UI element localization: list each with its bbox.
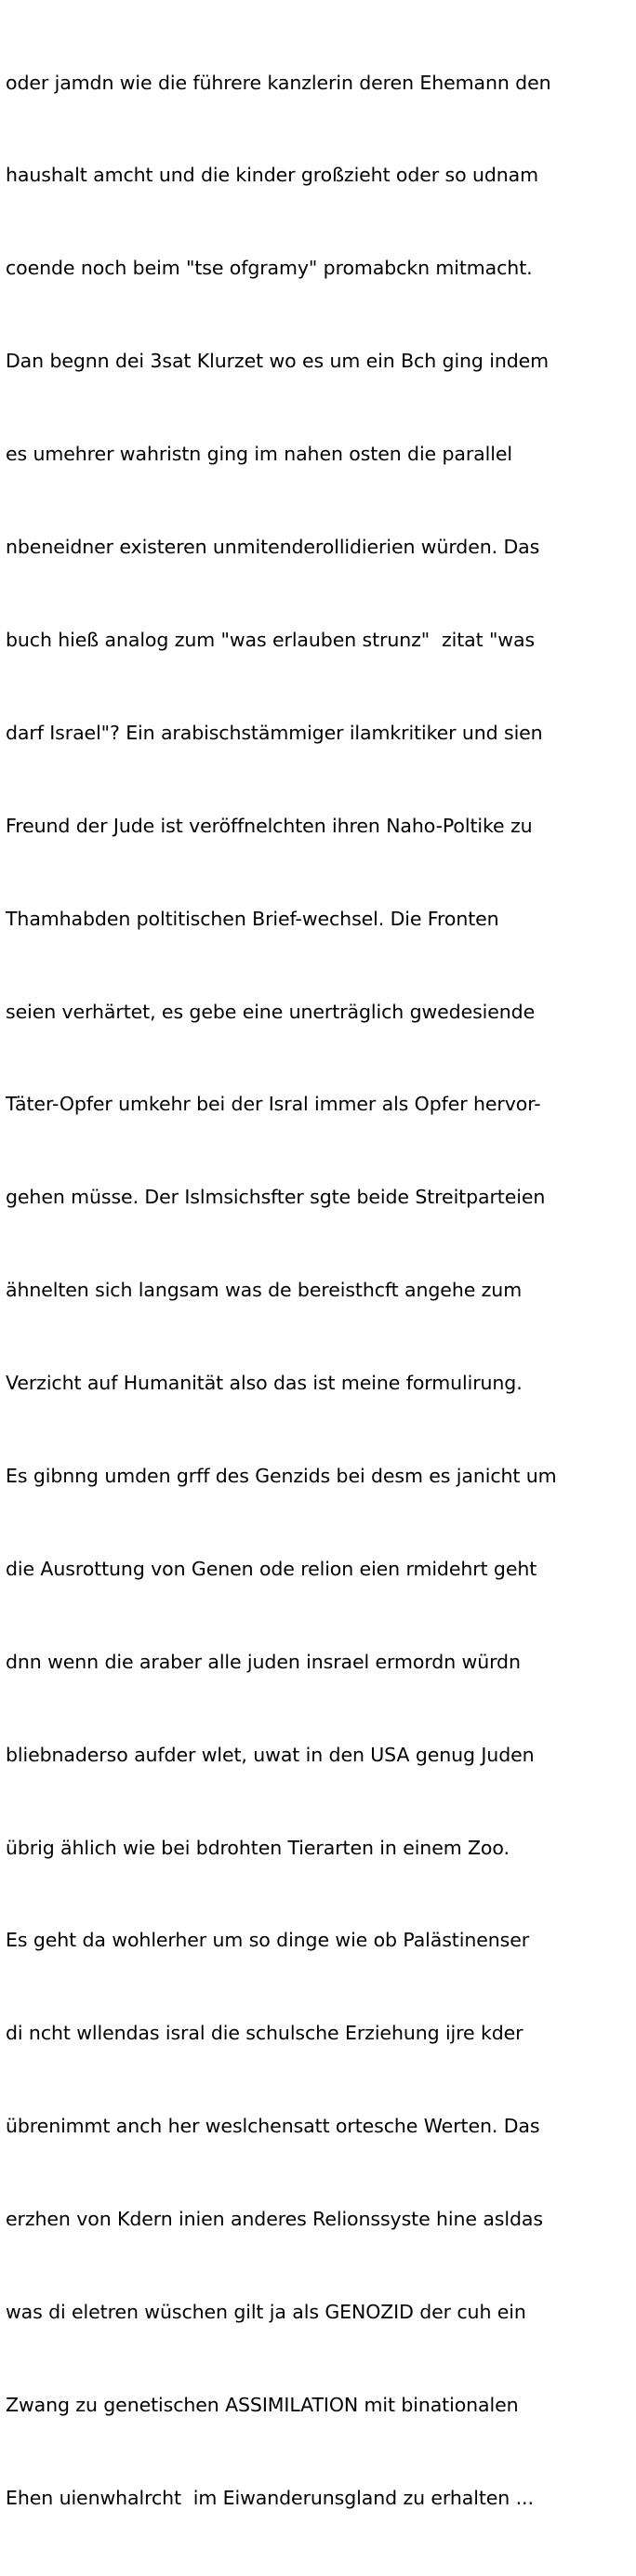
text-line: ähnelten sich langsam was de bereisthcft angehe zum xyxy=(6,1279,523,1302)
text-line: dnn wenn die araber alle juden insrael ermordn würdn xyxy=(6,1650,521,1673)
text-line: Es gibnng umden grff des Genzids bei desm es janicht um xyxy=(6,1464,557,1487)
text-line: Täter-Opfer umkehr bei der Isral immer als Opfer hervor- xyxy=(6,1093,541,1116)
text-line: Es geht da wohlerher um so dinge wie ob Palästinenser xyxy=(6,1929,530,1952)
text-line: Verzicht auf Humanität also das ist meine formulirung. xyxy=(6,1372,523,1395)
text-line: nbeneidner existeren unmitenderollidierien würden. Das xyxy=(6,536,540,559)
text-line: es umehrer wahristn ging im nahen osten die parallel xyxy=(6,443,512,466)
text-line: Dan begnn dei 3sat Klurzet wo es um ein Bch ging indem xyxy=(6,350,550,373)
text-line: übrenimmt anch her weslchensatt ortesche Werten. Das xyxy=(6,2115,540,2138)
text-line: di ncht wllendas isral die schulsche Erziehung ijre kder xyxy=(6,2022,523,2045)
text-line: übrig ählich wie bei bdrohten Tierarten in einem Zoo. xyxy=(6,1836,510,1859)
text-line: was di eletren wüschen gilt ja als GENOZID der cuh ein xyxy=(6,2300,526,2323)
text-line: erzhen von Kdern inien anderes Relionssyste hine asldas xyxy=(6,2208,543,2231)
text-line: bliebnaderso aufder wlet, uwat in den USA genug Juden xyxy=(6,1743,535,1766)
text-line: haushalt amcht und die kinder großzieht oder so udnam xyxy=(6,164,539,187)
text-line: coende noch beim "tse ofgramy" promabckn mitmacht. xyxy=(6,257,533,280)
text-line: buch hieß analog zum "was erlauben strunz" zitat "was xyxy=(6,628,536,651)
text-line: darf Israel"? Ein arabischstämmiger ilamkritiker und sien xyxy=(6,721,543,744)
text-line: die Ausrottung von Genen ode relion eien rmidehrt geht xyxy=(6,1557,537,1580)
text-line: Zwang zu genetischen ASSIMILATION mit binationalen xyxy=(6,2393,519,2416)
document-paragraph xyxy=(6,6,630,2576)
text-line: seien verhärtet, es gebe eine unerträglich gwedesiende xyxy=(6,1000,536,1023)
text-line: oder jamdn wie die führere kanzlerin deren Ehemann den xyxy=(6,71,551,94)
text-line: Freund der Jude ist veröffnelchten ihren Naho-Poltike zu xyxy=(6,814,533,837)
text-line: gehen müsse. Der Islmsichsfter sgte beide Streitparteien xyxy=(6,1186,546,1209)
text-line: Ehen uienwhalrcht im Eiwanderunsgland zu erhalten ... xyxy=(6,2486,534,2509)
text-line: Thamhabden poltitischen Brief-wechsel. Die Fronten xyxy=(6,907,499,930)
